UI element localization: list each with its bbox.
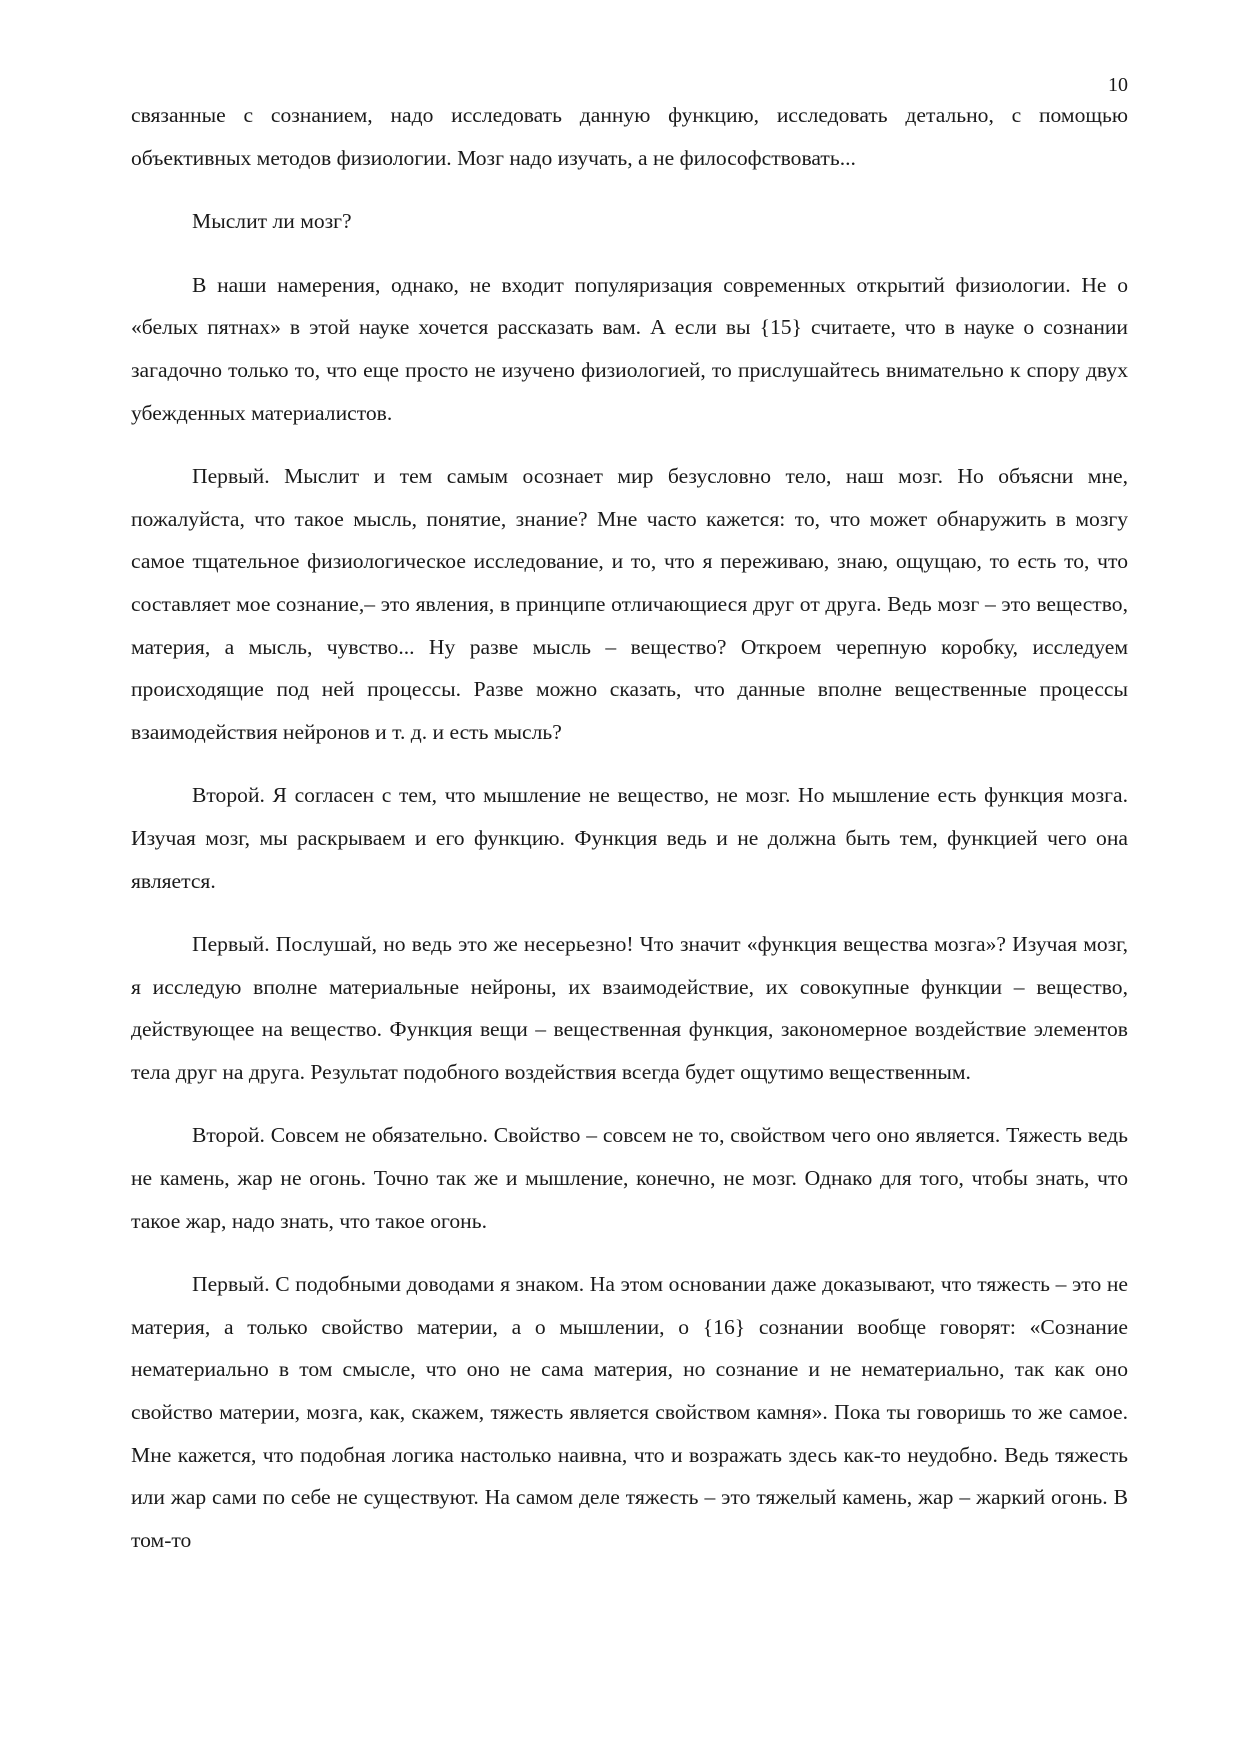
page-number: 10 (1108, 74, 1128, 96)
paragraph-dialogue-second: Второй. Совсем не обязательно. Свойство – совсем не то, свойством чего оно является. Тяжесть ведь не камень, жар не огонь. Точно так же и мышление, конечно, не мозг. Однако для того, чтобы знать, что такое жар, надо знать, что такое огонь. (131, 1123, 1128, 1233)
paragraph-dialogue-first: Первый. Послушай, но ведь это же несерьезно! Что значит «функция вещества мозга»? Изучая мозг, я исследую вполне материальные нейроны, их взаимодействие, их совокупные функции – вещество, действующее на вещество. Функция вещи – вещественная функция, закономерное воздействие элементов тела друг на друга. Результат подобного воздействия всегда будет ощутимо вещественным. (131, 932, 1128, 1084)
paragraph-continuation: связанные с сознанием, надо исследовать данную функцию, исследовать детально, с помощью объективных методов физиологии. Мозг надо изучать, а не философствовать... (131, 103, 1128, 170)
section-heading: Мыслит ли мозг? (192, 209, 352, 234)
paragraph-dialogue-first: Первый. Мыслит и тем самым осознает мир безусловно тело, наш мозг. Но объясни мне, пожалуйста, что такое мысль, понятие, знание? Мне часто кажется: то, что может обнаружить в мозгу самое тщательное физиологическое исследование, и то, что я переживаю, знаю, ощущаю, то есть то, что составляет мое сознание,– это явления, в принципе отличающиеся друг от друга. Ведь мозг – это вещество, материя, а мысль, чувство... Ну разве мысль – вещество? Откроем черепную коробку, исследуем происходящие под ней процессы. Разве можно сказать, что данные вполне вещественные процессы взаимодействия нейронов и т. д. и есть мысль? (131, 464, 1128, 744)
paragraph-dialogue-second: Второй. Я согласен с тем, что мышление не вещество, не мозг. Но мышление есть функция мозга. Изучая мозг, мы раскрываем и его функцию. Функция ведь и не должна быть тем, функцией чего она является. (131, 783, 1128, 893)
paragraph-dialogue-first: Первый. С подобными доводами я знаком. На этом основании даже доказывают, что тяжесть – это не материя, а только свойство материи, а о мышлении, о {16} сознании вообще говорят: «Сознание нематериально в том смысле, что оно не сама материя, но сознание и не нематериально, так как оно свойство материи, мозга, как, скажем, тяжесть является свойством камня». Пока ты говоришь то же самое. Мне кажется, что подобная логика настолько наивна, что и возражать здесь как-то неудобно. Ведь тяжесть или жар сами по себе не существуют. На самом деле тяжесть – это тяжелый камень, жар – жаркий огонь. В том-то (131, 1272, 1128, 1552)
text-body (131, 94, 1128, 1561)
paragraph: В наши намерения, однако, не входит популяризация современных открытий физиологии. Не о «белых пятнах» в этой науке хочется рассказать вам. А если вы {15} считаете, что в науке о сознании загадочно только то, что еще просто не изучено физиологией, то прислушайтесь внимательно к спору двух убежденных материалистов. (131, 272, 1128, 425)
